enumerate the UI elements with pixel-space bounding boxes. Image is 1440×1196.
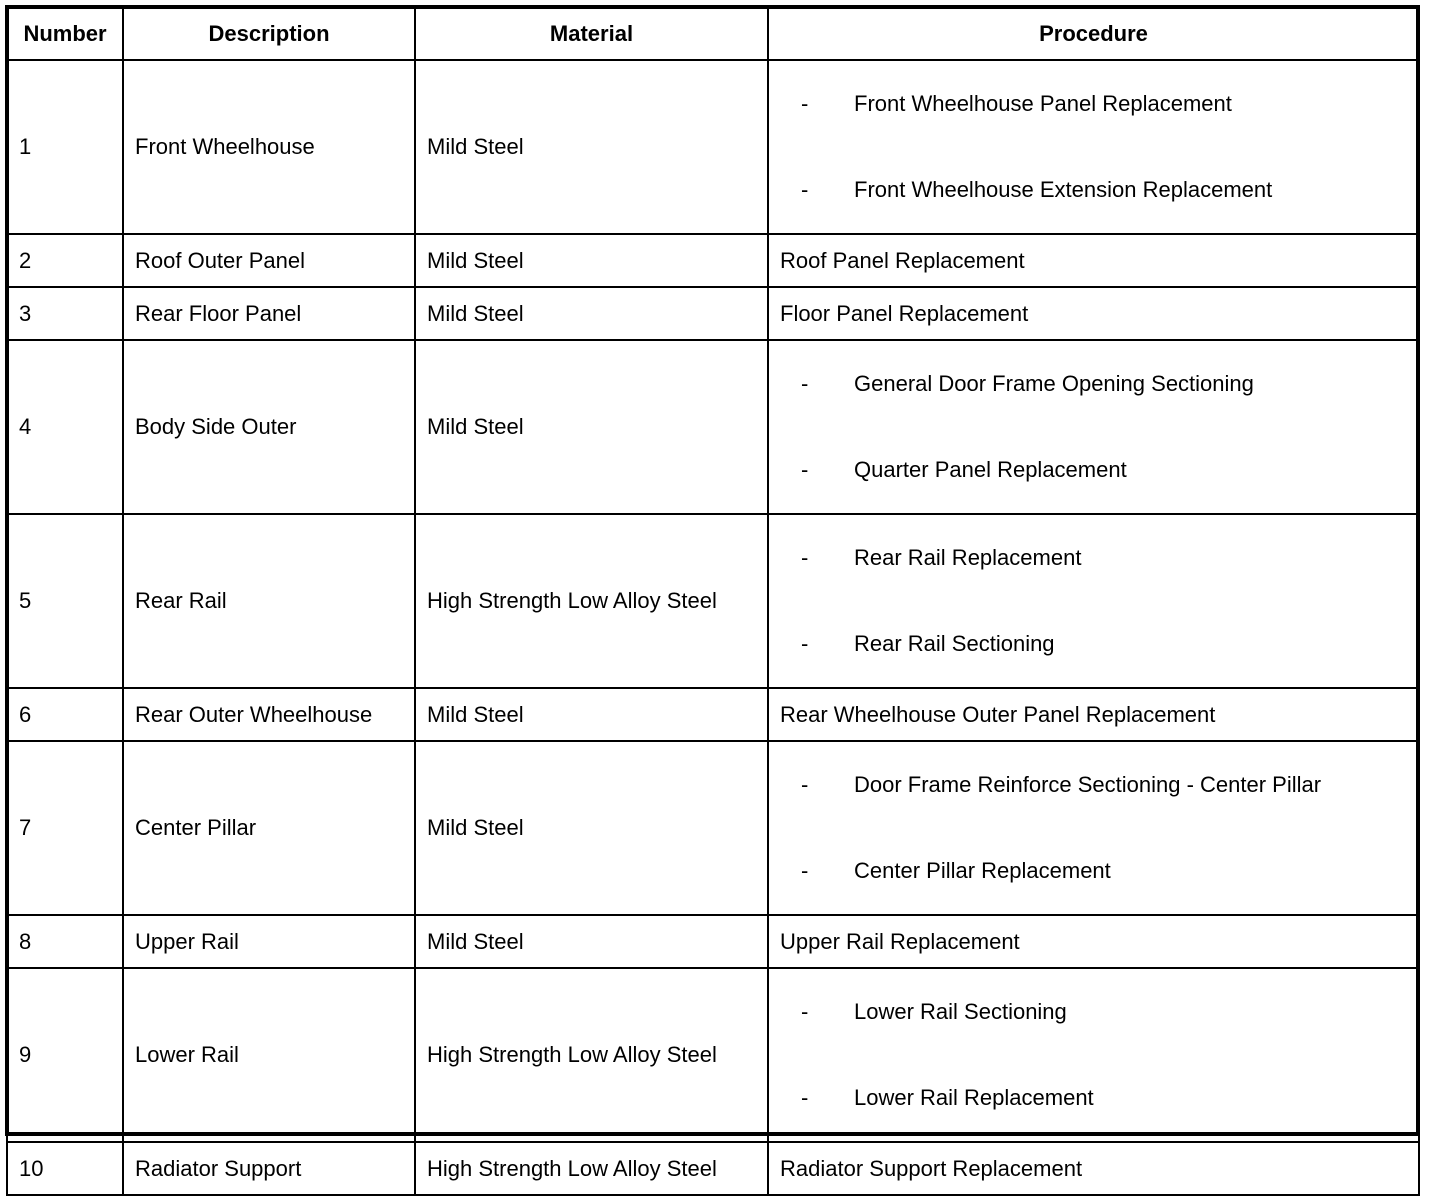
table-row: [7, 234, 1419, 287]
material-cell: Mild Steel: [415, 287, 768, 340]
procedure-list: [780, 341, 1407, 513]
bullet-dash: -: [801, 772, 809, 797]
description-cell: Roof Outer Panel: [123, 234, 415, 287]
procedure-cell: [768, 968, 1419, 1142]
header-material: Material: [415, 7, 768, 60]
procedure-cell: [768, 741, 1419, 915]
table-row: [7, 1142, 1419, 1195]
number-cell: 4: [7, 340, 123, 514]
bullet-dash: -: [801, 457, 809, 482]
bullet-dash: -: [801, 177, 809, 202]
procedure-cell: Radiator Support Replacement: [768, 1142, 1419, 1195]
header-row: [7, 7, 1419, 60]
procedure-list-item: [780, 147, 1407, 233]
procedure-list-item: [780, 969, 1407, 1055]
table-row: [7, 60, 1419, 234]
procedure-cell: [768, 340, 1419, 514]
description-cell: Rear Floor Panel: [123, 287, 415, 340]
bullet-dash: -: [801, 545, 809, 570]
description-cell: Lower Rail: [123, 968, 415, 1142]
bullet-dash: -: [801, 91, 809, 116]
bullet-dash: -: [801, 1085, 809, 1110]
material-cell: Mild Steel: [415, 741, 768, 915]
number-cell: 9: [7, 968, 123, 1142]
number-cell: 2: [7, 234, 123, 287]
material-cell: Mild Steel: [415, 60, 768, 234]
number-cell: 1: [7, 60, 123, 234]
procedure-text: Rear Rail Replacement: [854, 545, 1082, 570]
procedure-list-item: [780, 1055, 1407, 1141]
procedure-list-item: [780, 427, 1407, 513]
number-cell: 7: [7, 741, 123, 915]
procedure-list-item: [780, 742, 1407, 828]
procedure-cell: [768, 514, 1419, 688]
table-row: [7, 688, 1419, 741]
number-cell: 8: [7, 915, 123, 968]
table-row: [7, 340, 1419, 514]
procedure-text: Front Wheelhouse Panel Replacement: [854, 91, 1232, 116]
procedure-cell: Rear Wheelhouse Outer Panel Replacement: [768, 688, 1419, 741]
table-body: [7, 60, 1419, 1195]
description-cell: Rear Rail: [123, 514, 415, 688]
procedure-list-item: [780, 828, 1407, 914]
procedure-list: [780, 969, 1407, 1141]
description-cell: Radiator Support: [123, 1142, 415, 1195]
number-cell: 10: [7, 1142, 123, 1195]
table-row: [7, 741, 1419, 915]
procedure-list: [780, 515, 1407, 687]
bullet-dash: -: [801, 858, 809, 883]
procedure-cell: Floor Panel Replacement: [768, 287, 1419, 340]
procedure-text: Quarter Panel Replacement: [854, 457, 1127, 482]
material-cell: High Strength Low Alloy Steel: [415, 514, 768, 688]
material-cell: Mild Steel: [415, 915, 768, 968]
table-row: [7, 287, 1419, 340]
procedure-text: Front Wheelhouse Extension Replacement: [854, 177, 1273, 202]
procedure-text: Center Pillar Replacement: [854, 858, 1111, 883]
procedure-list-item: [780, 601, 1407, 687]
table-row: [7, 915, 1419, 968]
procedure-list-item: [780, 61, 1407, 147]
description-cell: Front Wheelhouse: [123, 60, 415, 234]
bullet-dash: -: [801, 631, 809, 656]
procedure-text: Rear Rail Sectioning: [854, 631, 1055, 656]
number-cell: 6: [7, 688, 123, 741]
procedure-text: Door Frame Reinforce Sectioning - Center Pillar: [854, 772, 1322, 797]
table-row: [7, 968, 1419, 1142]
parts-table: [6, 6, 1420, 1196]
description-cell: Rear Outer Wheelhouse: [123, 688, 415, 741]
description-cell: Body Side Outer: [123, 340, 415, 514]
material-cell: Mild Steel: [415, 688, 768, 741]
procedure-cell: Upper Rail Replacement: [768, 915, 1419, 968]
procedure-list: [780, 61, 1407, 233]
material-cell: Mild Steel: [415, 234, 768, 287]
number-cell: 5: [7, 514, 123, 688]
procedure-cell: Roof Panel Replacement: [768, 234, 1419, 287]
bullet-dash: -: [801, 999, 809, 1024]
procedure-cell: [768, 60, 1419, 234]
procedure-list: [780, 742, 1407, 914]
procedure-text: Lower Rail Sectioning: [854, 999, 1067, 1024]
procedure-list-item: [780, 515, 1407, 601]
procedure-list-item: [780, 341, 1407, 427]
table-row: [7, 514, 1419, 688]
header-number: Number: [7, 7, 123, 60]
number-cell: 3: [7, 287, 123, 340]
header-procedure: Procedure: [768, 7, 1419, 60]
material-cell: High Strength Low Alloy Steel: [415, 968, 768, 1142]
bullet-dash: -: [801, 371, 809, 396]
header-description: Description: [123, 7, 415, 60]
material-cell: High Strength Low Alloy Steel: [415, 1142, 768, 1195]
procedure-text: Lower Rail Replacement: [854, 1085, 1094, 1110]
procedure-text: General Door Frame Opening Sectioning: [854, 371, 1254, 396]
material-cell: Mild Steel: [415, 340, 768, 514]
description-cell: Upper Rail: [123, 915, 415, 968]
description-cell: Center Pillar: [123, 741, 415, 915]
